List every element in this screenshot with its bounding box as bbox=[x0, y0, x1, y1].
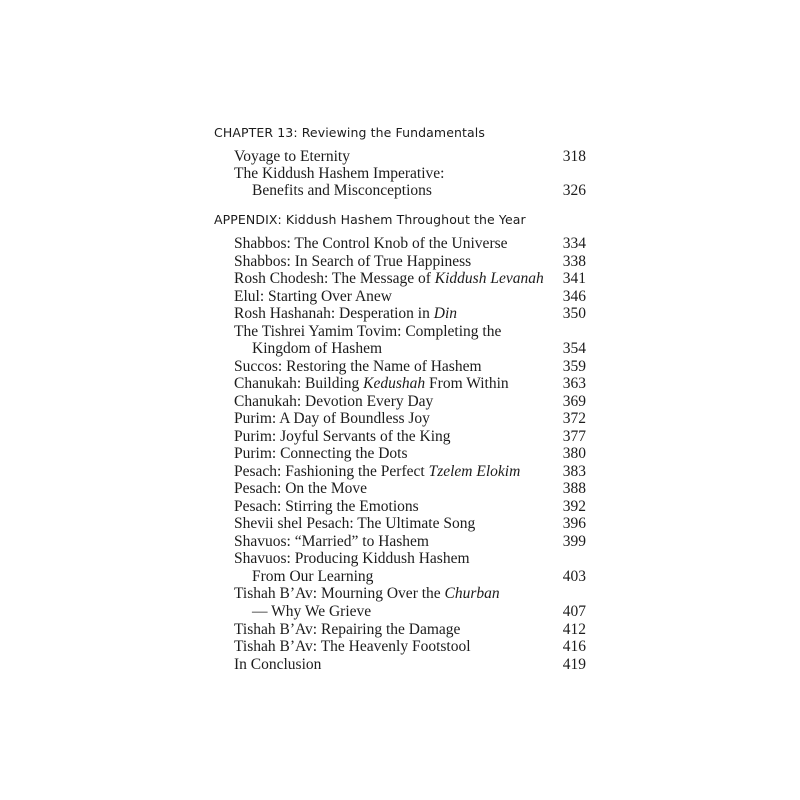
entry-page: 354 bbox=[562, 340, 586, 357]
entry-title: — Why We Grieve bbox=[252, 603, 372, 620]
entry-title: In Conclusion bbox=[234, 656, 322, 673]
entry-title: Voyage to Eternity bbox=[234, 148, 350, 165]
chapter-heading: CHAPTER 13: Reviewing the Fundamentals bbox=[214, 125, 485, 140]
entry-page: 416 bbox=[562, 638, 586, 655]
entry-page: 363 bbox=[562, 375, 586, 392]
toc-entry bbox=[234, 375, 586, 393]
entry-title: Pesach: On the Move bbox=[234, 480, 368, 497]
entry-page: 383 bbox=[562, 463, 586, 480]
entry-title: Shavuos: “Married” to Hashem bbox=[234, 533, 429, 550]
toc-entry bbox=[234, 585, 586, 603]
toc-entry bbox=[234, 533, 586, 551]
entry-title: Elul: Starting Over Anew bbox=[234, 288, 392, 305]
entry-title: Pesach: Stirring the Emotions bbox=[234, 498, 419, 515]
entry-title: Purim: Connecting the Dots bbox=[234, 445, 408, 462]
toc-entry bbox=[234, 550, 586, 568]
entry-title: Shabbos: In Search of True Happiness bbox=[234, 253, 472, 270]
entry-page: 326 bbox=[562, 182, 586, 199]
toc-entry bbox=[234, 393, 586, 411]
entry-page: 341 bbox=[562, 270, 586, 287]
entry-page: 372 bbox=[562, 410, 586, 427]
entry-page: 399 bbox=[562, 533, 586, 550]
toc-entry bbox=[234, 480, 586, 498]
entry-title: Kingdom of Hashem bbox=[252, 340, 383, 357]
toc-entry bbox=[234, 305, 586, 323]
toc-entry bbox=[234, 638, 586, 656]
entry-title: Shavuos: Producing Kiddush Hashem bbox=[234, 550, 470, 567]
toc-entry bbox=[234, 182, 586, 200]
appendix-heading: APPENDIX: Kiddush Hashem Throughout the Year bbox=[214, 212, 526, 227]
entry-title: From Our Learning bbox=[252, 568, 374, 585]
toc-entry bbox=[234, 165, 586, 183]
toc-entry bbox=[234, 235, 586, 253]
entry-page: 359 bbox=[562, 358, 586, 375]
entry-title: Tishah B’Av: Mourning Over the Churban bbox=[234, 585, 500, 602]
entry-page: 334 bbox=[562, 235, 586, 252]
toc-entry bbox=[234, 148, 586, 166]
entry-title: Benefits and Misconceptions bbox=[252, 182, 432, 199]
toc-entry bbox=[234, 498, 586, 516]
toc-entry bbox=[234, 428, 586, 446]
toc-entry bbox=[234, 621, 586, 639]
entry-title: Succos: Restoring the Name of Hashem bbox=[234, 358, 482, 375]
entry-title: Shabbos: The Control Knob of the Universe bbox=[234, 235, 508, 252]
entry-title: Pesach: Fashioning the Perfect Tzelem Elokim bbox=[234, 463, 521, 480]
entry-title: Rosh Hashanah: Desperation in Din bbox=[234, 305, 457, 322]
entry-page: 388 bbox=[562, 480, 586, 497]
entry-page: 377 bbox=[562, 428, 586, 445]
entry-title: Purim: Joyful Servants of the King bbox=[234, 428, 451, 445]
toc-entry bbox=[234, 358, 586, 376]
entry-page: 419 bbox=[562, 656, 586, 673]
toc-entry bbox=[234, 603, 586, 621]
entry-page: 412 bbox=[562, 621, 586, 638]
entry-page: 350 bbox=[562, 305, 586, 322]
entry-page: 403 bbox=[562, 568, 586, 585]
toc-entry bbox=[234, 270, 586, 288]
entry-page: 392 bbox=[562, 498, 586, 515]
toc-entry bbox=[234, 656, 586, 674]
toc-entry bbox=[234, 515, 586, 533]
entry-title: Tishah B’Av: The Heavenly Footstool bbox=[234, 638, 471, 655]
entry-page: 346 bbox=[562, 288, 586, 305]
toc-entry bbox=[234, 288, 586, 306]
entry-title: Chanukah: Devotion Every Day bbox=[234, 393, 434, 410]
entry-page: 396 bbox=[562, 515, 586, 532]
entry-page: 380 bbox=[562, 445, 586, 462]
toc-entry bbox=[234, 323, 586, 341]
entry-page: 318 bbox=[562, 148, 586, 165]
entry-title: Chanukah: Building Kedushah From Within bbox=[234, 375, 509, 392]
toc-entry bbox=[234, 410, 586, 428]
toc-entry bbox=[234, 445, 586, 463]
entry-title: Rosh Chodesh: The Message of Kiddush Levanah bbox=[234, 270, 544, 287]
entry-page: 407 bbox=[562, 603, 586, 620]
entry-page: 369 bbox=[562, 393, 586, 410]
entry-title: The Tishrei Yamim Tovim: Completing the bbox=[234, 323, 502, 340]
entry-title: The Kiddush Hashem Imperative: bbox=[234, 165, 445, 182]
entry-title: Purim: A Day of Boundless Joy bbox=[234, 410, 430, 427]
toc-entry bbox=[234, 463, 586, 481]
toc-entry bbox=[234, 253, 586, 271]
entry-page: 338 bbox=[562, 253, 586, 270]
entry-title: Tishah B’Av: Repairing the Damage bbox=[234, 621, 461, 638]
entry-title: Shevii shel Pesach: The Ultimate Song bbox=[234, 515, 476, 532]
toc-entry bbox=[234, 568, 586, 586]
toc-entry bbox=[234, 340, 586, 358]
